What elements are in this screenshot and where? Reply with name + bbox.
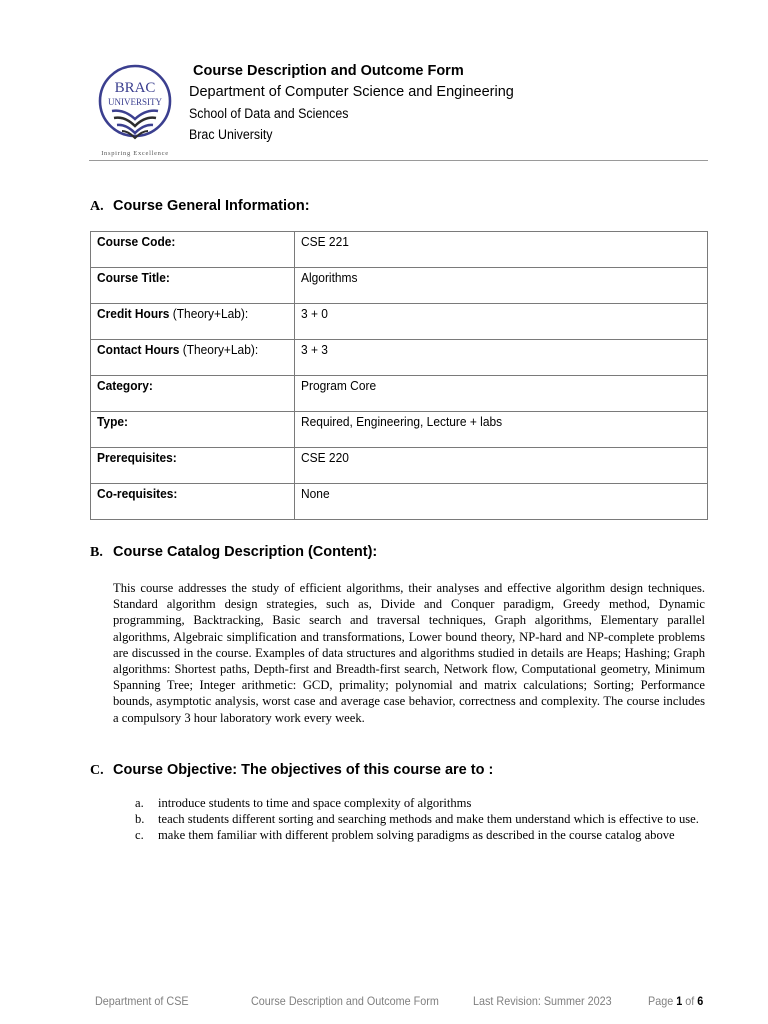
info-row (91, 448, 708, 484)
objective-text: make them familiar with different problem solving paradigms as described in the course catalog above (158, 828, 675, 842)
form-title: Course Description and Outcome Form (193, 63, 464, 79)
section-b-heading (90, 544, 377, 561)
footer-form-name: Course Description and Outcome Form (251, 994, 439, 1008)
info-value: CSE 220 (301, 450, 349, 465)
logo-text-brac: BRAC (114, 80, 156, 96)
footer-revision: Last Revision: Summer 2023 (473, 994, 612, 1008)
course-info-table (90, 231, 708, 520)
info-value: Algorithms (301, 270, 358, 285)
footer-page-total: 6 (697, 994, 704, 1008)
header-divider (89, 160, 708, 161)
section-a-title: Course General Information: (113, 198, 310, 214)
footer-page-mid: of (682, 994, 698, 1008)
info-label-cell (91, 340, 295, 376)
info-value-cell (295, 448, 708, 484)
info-label: Category: (97, 378, 153, 393)
info-row (91, 340, 708, 376)
footer-page-current: 1 (676, 994, 683, 1008)
objective-text: teach students different sorting and searching methods and make them understand which is effective to use. (158, 812, 699, 826)
objective-marker: b. (135, 812, 145, 826)
info-value: Program Core (301, 378, 377, 393)
objective-marker: a. (135, 796, 144, 810)
info-value: CSE 221 (301, 234, 349, 249)
info-label: Contact Hours (97, 342, 180, 357)
info-row (91, 484, 708, 520)
info-value-cell (295, 484, 708, 520)
info-label-cell (91, 484, 295, 520)
info-label: Credit Hours (97, 306, 170, 321)
footer-page-prefix: Page (648, 994, 677, 1008)
info-value: 3 + 0 (301, 306, 328, 321)
brac-university-logo (88, 63, 182, 157)
section-c-heading (90, 762, 493, 779)
school-name: School of Data and Sciences (189, 106, 349, 121)
info-label: Course Code: (97, 234, 176, 249)
info-label-cell (91, 412, 295, 448)
objective-text: introduce students to time and space complexity of algorithms (158, 796, 472, 810)
section-a-heading (90, 198, 310, 215)
info-value-cell (295, 232, 708, 268)
info-label: Co-requisites: (97, 486, 178, 501)
logo-tagline: Inspiring Excellence (101, 150, 169, 157)
info-label-extra: (Theory+Lab): (179, 342, 259, 357)
info-label-cell (91, 448, 295, 484)
objective-item (113, 811, 703, 827)
info-label: Course Title: (97, 270, 170, 285)
info-label: Type: (97, 414, 129, 429)
info-label: Prerequisites: (97, 450, 177, 465)
info-label-extra: (Theory+Lab): (169, 306, 249, 321)
logo-text-university: UNIVERSITY (108, 97, 162, 107)
info-value-cell (295, 268, 708, 304)
info-label-cell (91, 268, 295, 304)
info-value-cell (295, 412, 708, 448)
section-c-letter: C. (90, 763, 104, 778)
objective-item (113, 827, 703, 843)
info-value-cell (295, 376, 708, 412)
course-description-text: This course addresses the study of efficient algorithms, their analyses and effective algorithm design techniques. Standard algorithm design strategies, such as, Divide and Conquer paradigm, Greedy method, Dynamic programming, Backtracking, Basic search and traversal techniques, Graph algorithms, Elementary parallel algorithms, Algebraic simplification and transformations, Lower bound theory, NP-hard and NP-complete problems are discussed in the course. Examples of data structures and algorithms studied in details are Heaps; Hashing; Graph algorithms: Shortest paths, Depth-first and Breadth-first search, Network flow, Computational geometry, Minimum Spanning Tree; Integer arithmetic: GCD, primality; polynomial and matrix calculations; Sorting; Performance bounds, asymptotic analysis, worst case and average case behavior, correctness and complexity. The course includes a compulsory 3 hour laboratory work every week. (113, 581, 705, 725)
department-name: Department of Computer Science and Engineering (189, 84, 514, 100)
section-c-title: Course Objective: The objectives of this course are to : (113, 762, 494, 778)
info-row (91, 268, 708, 304)
footer-department: Department of CSE (95, 994, 189, 1008)
info-value-cell (295, 304, 708, 340)
info-row (91, 232, 708, 268)
info-row (91, 412, 708, 448)
section-a-letter: A. (90, 199, 104, 214)
objectives-list (113, 795, 703, 843)
info-value: Required, Engineering, Lecture + labs (301, 414, 503, 429)
footer-page-number (648, 994, 703, 1008)
info-label-cell (91, 304, 295, 340)
objective-item (113, 795, 703, 811)
info-row (91, 376, 708, 412)
university-name: Brac University (189, 127, 273, 142)
info-row (91, 304, 708, 340)
info-label-cell (91, 232, 295, 268)
info-label-cell (91, 376, 295, 412)
info-value: None (301, 486, 330, 501)
section-b-letter: B. (90, 545, 103, 560)
objective-marker: c. (135, 828, 144, 842)
document-header (88, 60, 708, 160)
info-value-cell (295, 340, 708, 376)
info-value: 3 + 3 (301, 342, 328, 357)
section-b-title: Course Catalog Description (Content): (113, 544, 378, 560)
